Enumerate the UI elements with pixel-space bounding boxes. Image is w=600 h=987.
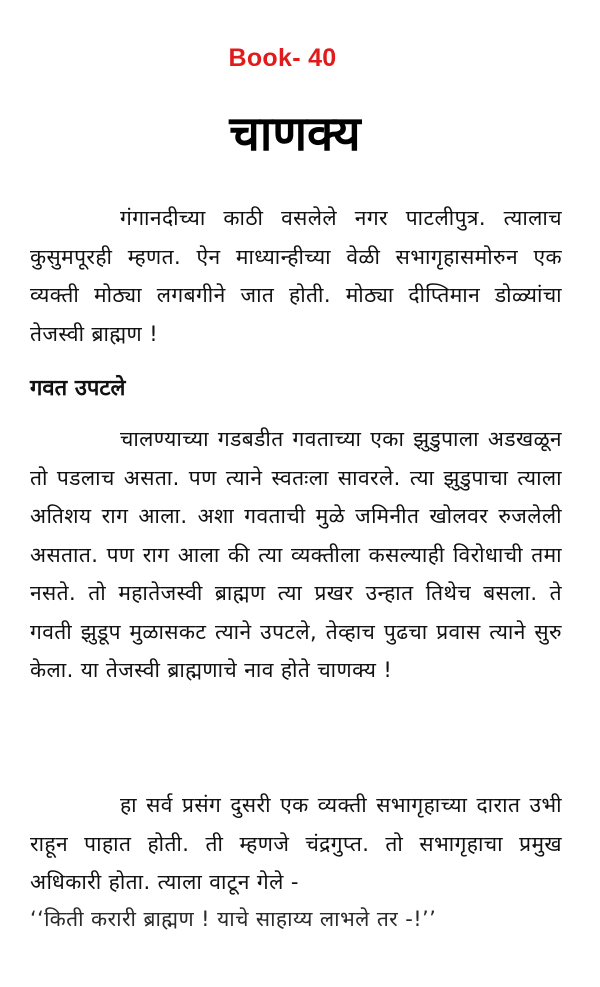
book-number-label: Book- 40	[228, 44, 337, 72]
section-heading: गवत उपटले	[30, 376, 126, 401]
page-title: चाणक्य	[229, 106, 361, 162]
intro-paragraph: गंगानदीच्या काठी वसलेले नगर पाटलीपुत्र. त्यालाच कुसुमपूरही म्हणत. ऐन माध्यान्हीच्या वेळी सभागृहासमोरुन एक व्यक्ती मोठ्या लगबगीने जात होती. मोठ्या दीप्तिमान डोळ्यांचा तेजस्वी ब्राह्मण !	[30, 206, 562, 346]
quote-line: ‘‘किती करारी ब्राह्मण ! याचे साहाय्य लाभले तर -!’’	[30, 907, 437, 931]
closing-paragraph: हा सर्व प्रसंग दुसरी एक व्यक्ती सभागृहाच्या दारात उभी राहून पाहात होती. ती म्हणजे चंद्रगुप्त. तो सभागृहाचा प्रमुख अधिकारी होता. त्याला वाटून गेले -	[30, 793, 562, 894]
story-paragraph: चालण्याच्या गडबडीत गवताच्या एका झुडुपाला अडखळून तो पडलाच असता. पण त्याने स्वतःला सावरले. त्या झुडुपाचा त्याला अतिशय राग आला. अशा गवताची मुळे जमिनीत खोलवर रुजलेली असतात. पण राग आला की त्या व्यक्तीला कसल्याही विरोधाची तमा नसते. तो महातेजस्वी ब्राह्मण त्या प्रखर उन्हात तिथेच बसला. ते गवती झुडूप मुळासकट त्याने उपटले, तेव्हाच पुढचा प्रवास त्याने सुरु केला. या तेजस्वी ब्राह्मणाचे नाव होते चाणक्य !	[30, 427, 562, 682]
